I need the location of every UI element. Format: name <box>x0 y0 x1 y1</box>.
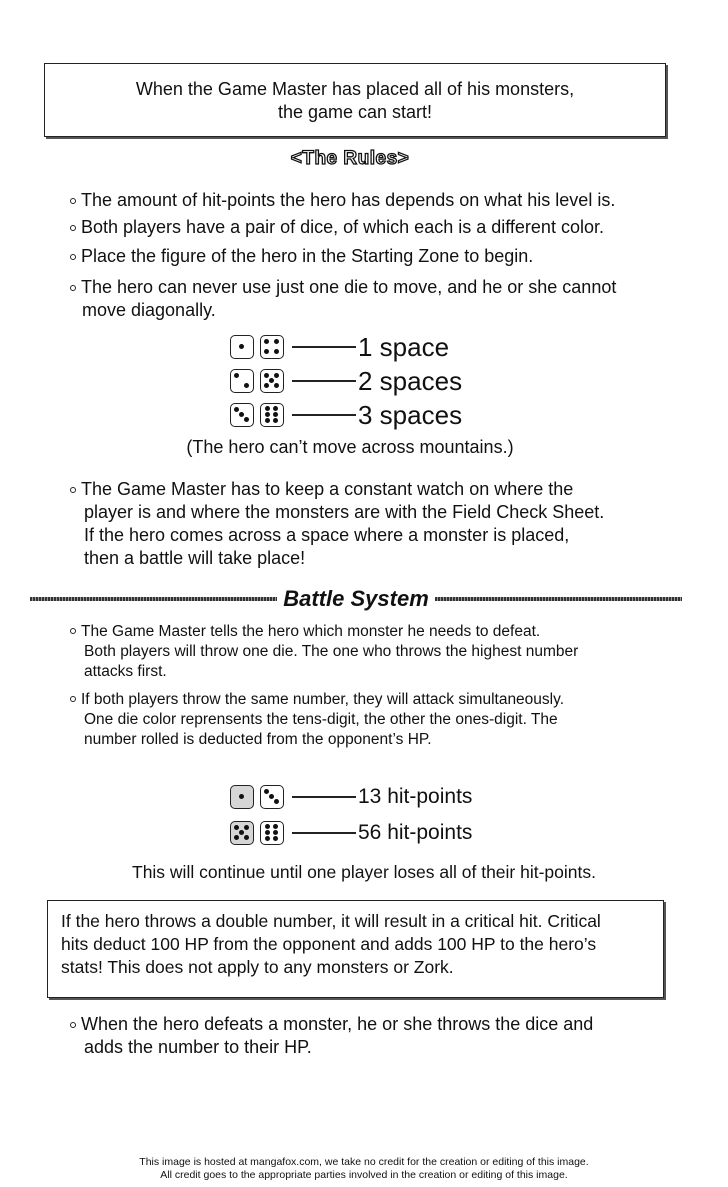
rules-title: <The Rules> <box>290 148 410 169</box>
die-pip <box>269 378 274 383</box>
continue-text: This will continue until one player loses all of their hit-points. <box>132 862 596 882</box>
battle-system-title: Battle System <box>283 586 429 611</box>
rule-starting-zone: Place the figure of the hero in the Starting Zone to begin. <box>70 245 533 268</box>
die-icon <box>260 821 284 845</box>
die-pip <box>274 373 279 378</box>
dash-line <box>292 414 356 416</box>
die-pip <box>274 383 279 388</box>
die-icon <box>230 785 254 809</box>
die-pip <box>244 417 249 422</box>
critical-hit-box: If the hero throws a double number, it will result in a critical hit. Critical hits deduct 100 HP from the opponent and adds 100 HP to the hero’s stats! This does not apply to any monsters or Zork. <box>47 900 664 998</box>
die-pip <box>234 407 239 412</box>
die-pip <box>265 830 270 835</box>
die-pip <box>273 824 278 829</box>
battle-rule-same-number: If both players throw the same number, they will attack simultaneously. One die color reprensents the tens-digit, the other the ones-digit. The number rolled is deducted from the opponent’s HP. <box>70 690 564 750</box>
die-pip <box>274 349 279 354</box>
die-icon <box>230 335 254 359</box>
dash-line <box>292 796 356 798</box>
rule-movement: The hero can never use just one die to move, and he or she cannot move diagonally. <box>70 276 616 322</box>
intro-box <box>44 63 666 137</box>
die-pip <box>264 383 269 388</box>
divider-right <box>435 597 682 601</box>
movement-row <box>230 332 449 362</box>
die-icon <box>230 369 254 393</box>
rule-defeat-monster: When the hero defeats a monster, he or she throws the dice and adds the number to their HP. <box>70 1013 593 1059</box>
die-pip <box>273 406 278 411</box>
die-pip <box>239 344 244 349</box>
die-pip <box>264 349 269 354</box>
die-pip <box>265 836 270 841</box>
die-pip <box>234 373 239 378</box>
die-pip <box>273 836 278 841</box>
intro-line-1: When the Game Master has placed all of his monsters, <box>135 79 575 99</box>
intro-line-2: the game can start! <box>277 102 433 122</box>
die-pip <box>244 825 249 830</box>
die-icon <box>260 785 284 809</box>
bullet-icon <box>70 696 76 702</box>
die-pip <box>264 339 269 344</box>
die-icon <box>260 403 284 427</box>
dash-line <box>292 380 356 382</box>
bullet-icon <box>70 487 76 493</box>
die-icon <box>260 369 284 393</box>
hp-label: 13 hit-points <box>358 785 473 808</box>
die-pip <box>269 794 274 799</box>
bullet-icon <box>70 1022 76 1028</box>
die-icon <box>230 821 254 845</box>
movement-label: 3 spaces <box>358 400 463 430</box>
die-pip <box>239 412 244 417</box>
hp-row <box>230 818 472 848</box>
die-pip <box>274 799 279 804</box>
die-pip <box>265 824 270 829</box>
bullet-icon <box>70 628 76 634</box>
rule-hit-points: The amount of hit-points the hero has depends on what his level is. <box>70 189 615 212</box>
die-pip <box>239 830 244 835</box>
bullet-icon <box>70 198 76 204</box>
die-icon <box>230 403 254 427</box>
die-pip <box>239 794 244 799</box>
die-pip <box>273 412 278 417</box>
die-icon <box>260 335 284 359</box>
die-pip <box>234 835 239 840</box>
battle-system-header <box>30 585 682 613</box>
dash-line <box>292 346 356 348</box>
dash-line <box>292 832 356 834</box>
die-pip <box>244 835 249 840</box>
rule-dice-pair: Both players have a pair of dice, of which each is a different color. <box>70 216 604 239</box>
die-pip <box>244 383 249 388</box>
hp-label: 56 hit-points <box>358 821 473 844</box>
die-pip <box>265 418 270 423</box>
battle-rule-first-attack: The Game Master tells the hero which monster he needs to defeat. Both players will throw one die. The one who throws the highest number attacks first. <box>70 622 578 682</box>
movement-label: 1 space <box>358 332 450 362</box>
mountain-note: (The hero can’t move across mountains.) <box>186 437 514 457</box>
die-pip <box>273 418 278 423</box>
movement-row <box>230 400 462 430</box>
die-pip <box>265 406 270 411</box>
die-pip <box>274 339 279 344</box>
bullet-icon <box>70 225 76 231</box>
die-pip <box>264 373 269 378</box>
bullet-icon <box>70 254 76 260</box>
hp-row <box>230 782 472 812</box>
bullet-icon <box>70 285 76 291</box>
movement-label: 2 spaces <box>358 366 463 396</box>
movement-row <box>230 366 462 396</box>
die-pip <box>264 789 269 794</box>
die-pip <box>265 412 270 417</box>
divider-left <box>30 597 277 601</box>
footer-credit: This image is hosted at mangafox.com, we take no credit for the creation or editing of this image. All credit goes to the appropriate parties involved in the creation or editing of this image. <box>139 1156 589 1181</box>
rule-watch: The Game Master has to keep a constant watch on where the player is and where the monsters are with the Field Check Sheet. If the hero comes across a space where a monster is placed, then a battle will take place! <box>70 478 604 570</box>
die-pip <box>234 825 239 830</box>
die-pip <box>273 830 278 835</box>
